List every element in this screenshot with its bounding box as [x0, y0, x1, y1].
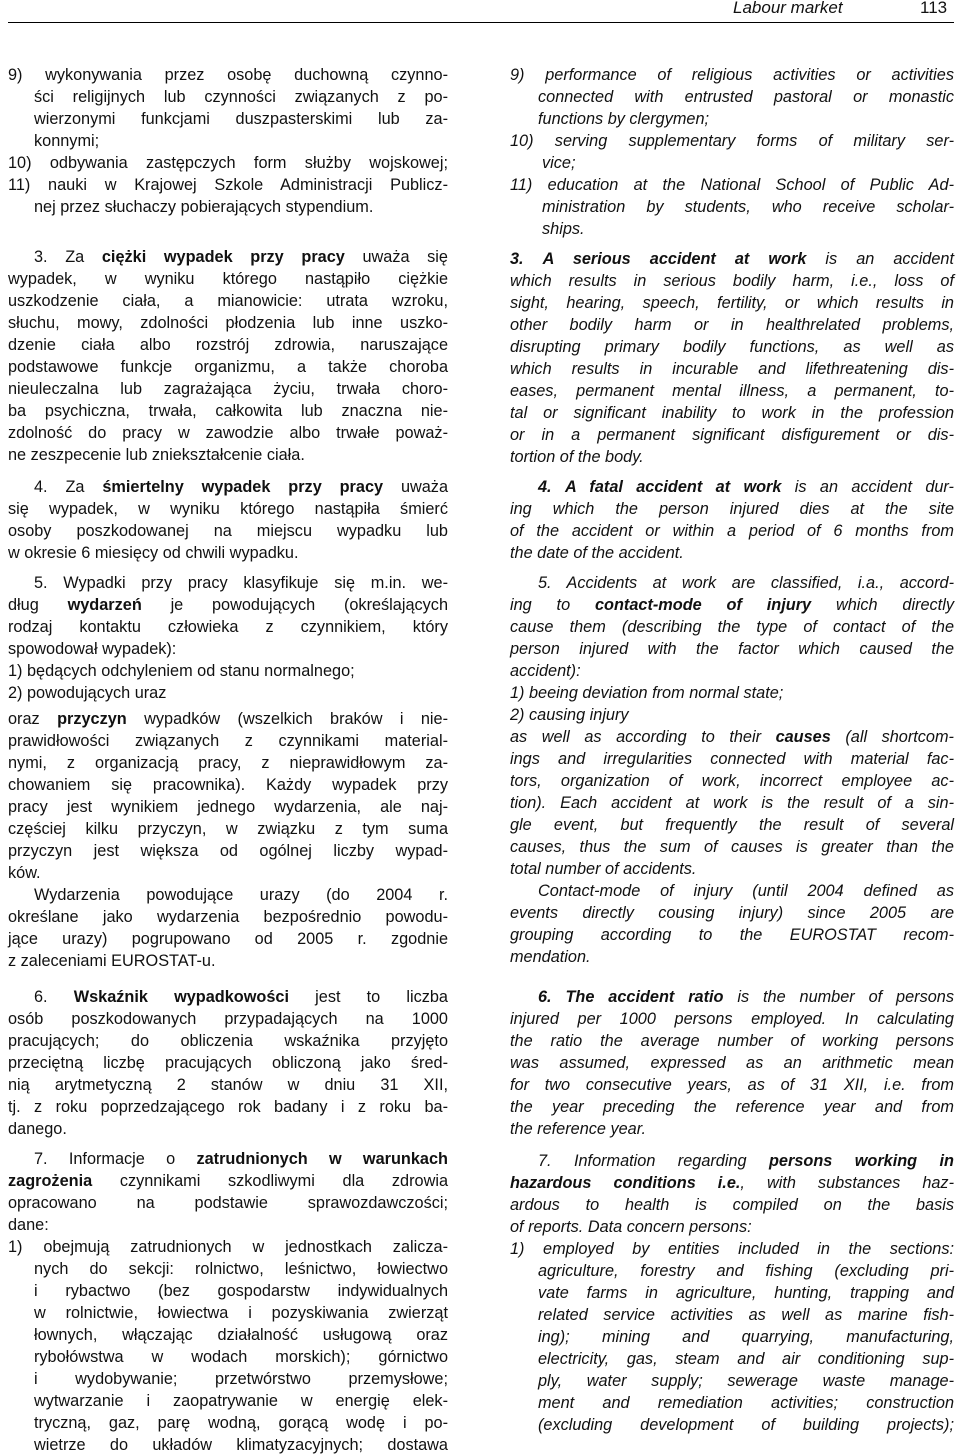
list-item: 2) causing injury — [510, 706, 629, 724]
text-line: tryczną, gaz, parę wodną, gorącą wodę i po- — [34, 1414, 448, 1432]
text-line: ardous to health is compiled on the basis — [510, 1196, 954, 1214]
causes-line: as well as according to their causes (all shortcom- — [510, 728, 954, 746]
text-line: ships. — [542, 220, 585, 238]
text-line: jące urazy) pogrupowano od 2005 r. zgodnie — [8, 930, 448, 948]
text-line: nymi, z organizacją pracy, z nieprawidłowym za- — [8, 754, 448, 772]
list-item: 1) obejmują zatrudnionych w jednostkach zalicza- — [8, 1238, 448, 1256]
text-line: the reference year. — [510, 1120, 647, 1138]
text-line: przeciętną liczbę pracujących obliczoną jako śred- — [8, 1054, 448, 1072]
header-rule — [8, 22, 954, 23]
text-line: wytwarzanie i zaopatrywanie w energię elek- — [34, 1392, 448, 1410]
text-line: ków. — [8, 864, 41, 882]
text-line: pracujących; do obliczenia wskaźnika przyjęto — [8, 1032, 448, 1050]
text-line: podstawowe funkcje organizmu, a także choroba — [8, 358, 448, 376]
paragraph-6-first-line: 6. Wskaźnik wypadkowości jest to liczba — [34, 988, 448, 1006]
list-item: 1) employed by entities included in the sections: — [510, 1240, 954, 1258]
text-line: the ratio the average number of working persons — [510, 1032, 954, 1050]
text-line: rodzaj kontaktu człowieka z czynnikiem, który — [8, 618, 448, 636]
term-hazard-workers: zatrudnionych w warunkach — [196, 1150, 448, 1168]
text-line: częściej kilku przyczyn, w związku z tym suma — [8, 820, 448, 838]
text-line: przyczyn jest większa od ogólnej liczby wypad- — [8, 842, 448, 860]
text-line: tors, organization of work, incorrect employee ac- — [510, 772, 954, 790]
term-accident-ratio: The accident ratio — [565, 988, 724, 1006]
text-line: opracowano na podstawie sprawozdawczości; — [8, 1194, 448, 1212]
text-line: 11) education at the National School of Public Ad- — [510, 176, 954, 194]
text-line: tortion of the body. — [510, 448, 644, 466]
paragraph-4-first-line: 4. A fatal accident at work is an accident dur- — [538, 478, 954, 496]
text-line: mendation. — [510, 948, 591, 966]
text-line: electricity, gas, steam and air conditioning sup- — [538, 1350, 954, 1368]
text-line: 9) performance of religious activities or activities — [510, 66, 954, 84]
text-line: events directly cousing injury) since 2005 are — [510, 904, 954, 922]
text-line: 10) odbywania zastępczych form służby wojskowej; — [8, 154, 448, 172]
text-line: i rybactwo (bez gospodarstw indywidualnych — [34, 1282, 448, 1300]
text-line: ply, water supply; sewerage waste manage- — [538, 1372, 954, 1390]
text-line: tal or significant inability to work in the profession — [510, 404, 954, 422]
text-line: ing which the person injured dies at the site — [510, 500, 954, 518]
text-line: Contact-mode of injury (until 2004 defined as — [538, 882, 954, 900]
text-line: related service activities as well as marine fish- — [538, 1306, 954, 1324]
list-item: 1) beeing deviation from normal state; — [510, 684, 784, 702]
text-line: określane jako wydarzenia bezpośrednio powodu- — [8, 908, 448, 926]
term-hazard: hazardous conditions i.e. — [510, 1174, 741, 1192]
text-line: dzenie ciała albo rozstrój zdrowia, naruszające — [8, 336, 448, 354]
text-line: i wydobywanie; przetwórstwo przemysłowe; — [34, 1370, 448, 1388]
header-title: Labour market — [733, 0, 843, 17]
term-accident-ratio: Wskaźnik wypadkowości — [73, 988, 289, 1006]
text-line: z zaleceniami EUROSTAT-u. — [8, 952, 216, 970]
text-line: 5. Wypadki przy pracy klasyfikuje się m.in. we- — [34, 574, 448, 592]
running-header — [0, 0, 960, 20]
text-line: 5. Accidents at work are classified, i.a., accord- — [538, 574, 954, 592]
text-line: 11) nauki w Krajowej Szkole Administracji Publicz- — [8, 176, 448, 194]
text-line: chowaniem się pracownika). Każdy wypadek przy — [8, 776, 448, 794]
text-line: accident): — [510, 662, 581, 680]
text-line: gle event, but frequently the result of several — [510, 816, 954, 834]
text-line: zdolność do pracy w zawodzie albo trwałe poważ- — [8, 424, 448, 442]
term-hazard-workers: persons working in — [768, 1152, 954, 1170]
text-line: which results in incurable and lifethreatening dis- — [510, 360, 954, 378]
text-line: disrupting primary bodily functions, as well as — [510, 338, 954, 356]
text-line: tion). Each accident at work is the result of a sin- — [510, 794, 954, 812]
text-line: was assumed, expressed as an arithmetic mean — [510, 1054, 954, 1072]
text-line: 9) wykonywania przez osobę duchowną czynno- — [8, 66, 448, 84]
paragraph-7-second-line: hazardous conditions i.e., with substances haz- — [510, 1174, 954, 1192]
text-line: ministration by students, who receive scholar- — [542, 198, 954, 216]
text-line: w rolnictwie, łowiectwa i pozyskiwania zwierząt — [34, 1304, 448, 1322]
list-item: 1) będących odchyleniem od stanu normalnego; — [8, 662, 355, 680]
text-line: ne zeszpecenie lub zniekształcenie ciała. — [8, 446, 305, 464]
text-line: of the accident or within a period of 6 months from — [510, 522, 954, 540]
text-line: injured per 1000 persons employed. In calculating — [510, 1010, 954, 1028]
text-line: ings and irregularities connected with material fac- — [510, 750, 954, 768]
text-line: ing); mining and quarrying, manufacturing, — [538, 1328, 954, 1346]
paragraph-3-first-line: 3. A serious accident at work is an accident — [510, 250, 954, 268]
text-line: connected with entrusted pastoral or monastic — [538, 88, 954, 106]
text-line: wierzonymi funkcjami duszpasterskimi lub za- — [34, 110, 448, 128]
text-line: nej przez słuchaczy pobierających stypendium. — [34, 198, 374, 216]
paragraph-6-first-line: 6. The accident ratio is the number of persons — [538, 988, 954, 1006]
text-line: się wypadek, w wyniku którego nastąpiła śmierć — [8, 500, 448, 518]
text-line: vate farms in agriculture, hunting, trapping and — [538, 1284, 954, 1302]
text-line: the year preceding the reference year and from — [510, 1098, 954, 1116]
text-line: tj. z roku poprzedzającego rok badany i z roku ba- — [8, 1098, 448, 1116]
list-item: 2) powodujących uraz — [8, 684, 167, 702]
text-line: cause them (describing the type of contact of the — [510, 618, 954, 636]
text-line: w okresie 6 miesięcy od chwili wypadku. — [8, 544, 299, 562]
text-line: spowodował wypadek): — [8, 640, 177, 658]
text-line: total number of accidents. — [510, 860, 697, 878]
text-line: dane: — [8, 1216, 49, 1234]
term-serious-accident: ciężki wypadek przy pracy — [101, 248, 345, 266]
term-contact-mode: contact-mode of injury — [594, 596, 812, 614]
causes-line: oraz przyczyn wypadków (wszelkich braków i nie- — [8, 710, 449, 728]
paragraph-5-contact-line: ing to contact-mode of injury which directly — [510, 596, 954, 614]
text-line: pracy jest wynikiem jednego wydarzenia, ale naj- — [8, 798, 448, 816]
text-line: ści religijnych lub czynności związanych z po- — [34, 88, 448, 106]
text-line: agriculture, forestry and fishing (excluding pri- — [538, 1262, 954, 1280]
text-line: causes, thus the sum of causes is greater than the — [510, 838, 954, 856]
text-line: nią arytmetyczną 2 stanów w dniu 31 XII, — [8, 1076, 448, 1094]
paragraph-7-second-line: zagrożenia czynnikami szkodliwymi dla zdrowia — [8, 1172, 448, 1190]
text-line: ment and remediation activities; construction — [538, 1394, 954, 1412]
text-line: functions by clergymen; — [538, 110, 710, 128]
text-line: osób poszkodowanych przypadających na 1000 — [8, 1010, 448, 1028]
text-line: nych do sekcji: rolnictwo, leśnictwo, łowiectwo — [34, 1260, 448, 1278]
text-line: danego. — [8, 1120, 67, 1138]
text-line: of reports. Data concern persons: — [510, 1218, 752, 1236]
text-line: the date of the accident. — [510, 544, 684, 562]
text-line: konnymi; — [34, 132, 100, 150]
text-line: ba psychiczna, trwała, całkowita lub znaczna nie- — [8, 402, 448, 420]
text-line: uszkodzenie ciała, a mianowicie: utrata wzroku, — [8, 292, 448, 310]
text-line: 10) serving supplementary forms of military ser- — [510, 132, 954, 150]
term-serious-accident: A serious accident at work — [542, 250, 807, 268]
text-line: vice; — [542, 154, 576, 172]
text-line: słuchu, mowy, zdolności płodzenia lub inne uszko- — [8, 314, 448, 332]
term-fatal-accident: A fatal accident at work — [564, 478, 782, 496]
text-line: wietrze do układów klimatyzacyjnych; dostawa — [34, 1436, 448, 1454]
term-causes: przyczyn — [57, 710, 127, 728]
text-line: osoby poszkodowanej na miejscu wypadku lub — [8, 522, 448, 540]
page-number: 113 — [920, 0, 948, 17]
term-events: wydarzeń — [67, 596, 142, 614]
paragraph-5-events-line: dług wydarzeń je powodujących (określających — [8, 596, 449, 614]
text-line: nieuleczalna lub zagrażająca życiu, trwała choro- — [8, 380, 448, 398]
text-line: person injured with the factor which caused the — [510, 640, 954, 658]
term-hazard: zagrożenia — [8, 1172, 93, 1190]
paragraph-7-first-line: 7. Information regarding persons working in — [538, 1152, 954, 1170]
text-line: prawidłowości związanych z czynnikami material- — [8, 732, 448, 750]
paragraph-4-first-line: 4. Za śmiertelny wypadek przy pracy uważa — [34, 478, 449, 496]
text-line: eases, permanent mental illness, a permanent, to- — [510, 382, 954, 400]
text-line: or in a permanent significant disfigurement or dis- — [510, 426, 954, 444]
text-line: wypadek, w wyniku którego nastąpiło ciężkie — [8, 270, 448, 288]
paragraph-3-first-line: 3. Za ciężki wypadek przy pracy uważa się — [34, 248, 448, 266]
text-line: łownych, włączając działalność usługową oraz — [34, 1326, 448, 1344]
text-line: grouping according to the EUROSTAT recom- — [510, 926, 954, 944]
text-line: other bodily harm or in healthrelated problems, — [510, 316, 954, 334]
paragraph-7-first-line: 7. Informacje o zatrudnionych w warunkach — [34, 1150, 448, 1168]
text-line: Wydarzenia powodujące urazy (do 2004 r. — [34, 886, 448, 904]
text-line: which results in serious bodily harm, i.e., loss of — [510, 272, 954, 290]
text-line: (excluding development of building projects); — [538, 1416, 954, 1434]
text-line: for two consecutive years, as of 31 XII, i.e. from — [510, 1076, 954, 1094]
text-line: rybołówstwa w wodach morskich); górnictwo — [34, 1348, 448, 1366]
text-line: sight, hearing, speech, fertility, or which results in — [510, 294, 954, 312]
term-causes: causes — [775, 728, 831, 746]
term-fatal-accident: śmiertelny wypadek przy pracy — [102, 478, 384, 496]
